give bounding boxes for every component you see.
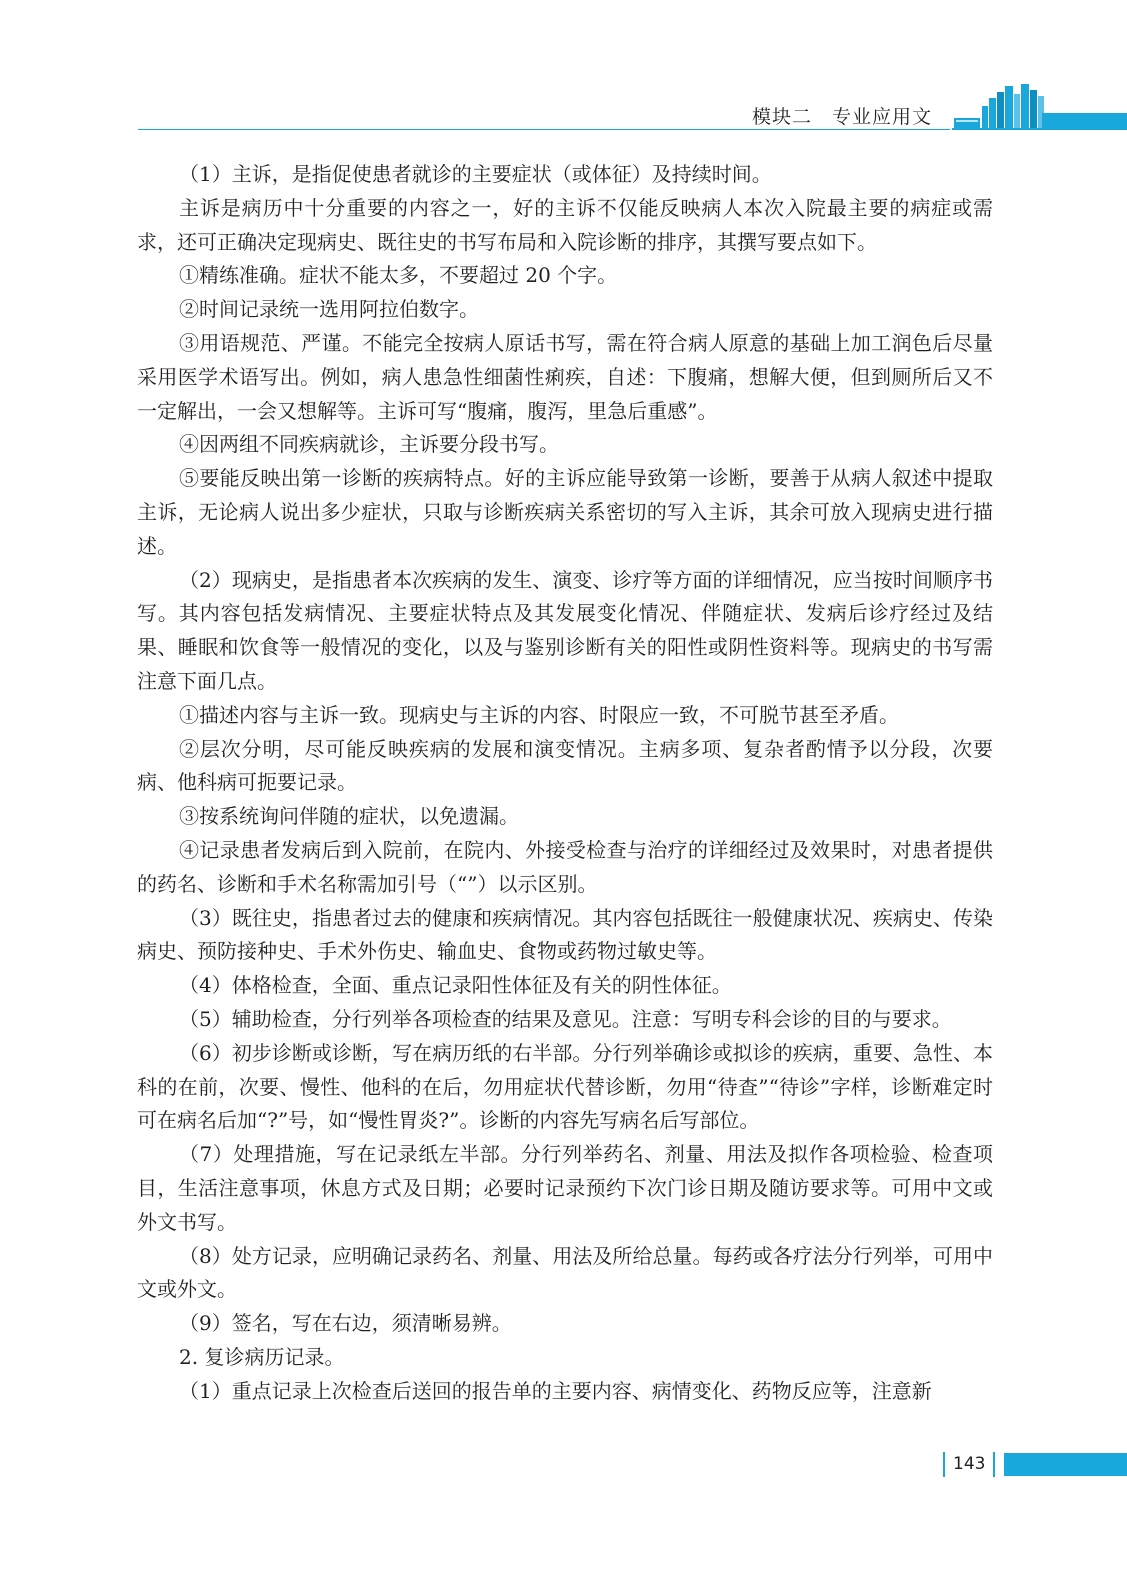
paragraph: （5）辅助检查，分行列举各项检查的结果及意见。注意：写明专科会诊的目的与要求。 <box>179 1006 952 1031</box>
page-header <box>0 0 1127 140</box>
paragraph: （9）签名，写在右边，须清晰易辨。 <box>179 1311 512 1336</box>
footer-accent-bar <box>1004 1453 1127 1476</box>
paragraph: （8）处方记录，应明确记录药名、剂量、用法及所给总量。每药或各疗法分行列举，可用中文或外文。 <box>137 1243 993 1302</box>
paragraph: ①精练准确。症状不能太多，不要超过 20 个字。 <box>179 263 618 288</box>
paragraph: ②时间记录统一选用阿拉伯数字。 <box>179 297 479 322</box>
header-rule <box>138 129 950 130</box>
paragraph: ③用语规范、严谨。不能完全按病人原话书写，需在符合病人原意的基础上加工润色后尽量采用医学术语写出。例如，病人患急性细菌性痢疾，自述：下腹痛，想解大便，但到厕所后又不一定解出，一会又想解等。主诉可写“腹痛，腹泻，里急后重感”。 <box>137 330 993 423</box>
footer-divider <box>993 1452 995 1477</box>
module-title: 模块二 专业应用文 <box>752 106 933 128</box>
paragraph: ④因两组不同疾病就诊，主诉要分段书写。 <box>179 432 559 457</box>
paragraph: 2. 复诊病历记录。 <box>179 1344 345 1369</box>
paragraph: ②层次分明，尽可能反映疾病的发展和演变情况。主病多项、复杂者酌情予以分段，次要病、他科病可扼要记录。 <box>137 736 993 795</box>
paragraph: （3）既往史，指患者过去的健康和疾病情况。其内容包括既往一般健康状况、疾病史、传染病史、预防接种史、手术外伤史、输血史、食物或药物过敏史等。 <box>137 905 993 964</box>
paragraph: ④记录患者发病后到入院前，在院内、外接受检查与治疗的详细经过及效果时，对患者提供的药名、诊断和手术名称需加引号（“”）以示区别。 <box>137 837 993 896</box>
page-number: 143 <box>953 1454 986 1474</box>
paragraph: （1）重点记录上次检查后送回的报告单的主要内容、病情变化、药物反应等，注意新 <box>179 1378 932 1403</box>
paragraph: （1）主诉，是指促使患者就诊的主要症状（或体征）及持续时间。 <box>179 162 772 186</box>
paragraph: （7）处理措施，写在记录纸左半部。分行列举药名、剂量、用法及拟作各项检验、检查项目，生活注意事项，休息方式及日期；必要时记录预约下次门诊日期及随访要求等。可用中文或外文书写。 <box>137 1142 993 1234</box>
footer-divider <box>943 1452 945 1477</box>
paragraph: （2）现病史，是指患者本次疾病的发生、演变、诊疗等方面的详细情况，应当按时间顺序书写。其内容包括发病情况、主要症状特点及其发展变化情况、伴随症状、发病后诊疗经过及结果、睡眠和饮食等一般情况的变化，以及与鉴别诊断有关的阳性或阴性资料等。现病史的书写需注意下面几点。 <box>137 567 993 693</box>
paragraph: 主诉是病历中十分重要的内容之一，好的主诉不仅能反映病人本次入院最主要的病症或需求，还可正确决定现病史、既往史的书写布局和入院诊断的排序，其撰写要点如下。 <box>137 195 993 254</box>
paragraph: ①描述内容与主诉一致。现病史与主诉的内容、时限应一致，不可脱节甚至矛盾。 <box>179 702 899 727</box>
paragraph: ⑤要能反映出第一诊断的疾病特点。好的主诉应能导致第一诊断，要善于从病人叙述中提取主诉，无论病人说出多少症状，只取与诊断疾病关系密切的写入主诉，其余可放入现病史进行描述。 <box>137 466 993 558</box>
paragraph: ③按系统询问伴随的症状，以免遗漏。 <box>179 804 519 829</box>
books-decoration-icon <box>952 84 1044 130</box>
body-text <box>137 158 993 1408</box>
paragraph: （6）初步诊断或诊断，写在病历纸的右半部。分行列举确诊或拟诊的疾病，重要、急性、本科的在前，次要、慢性、他科的在后，勿用症状代替诊断，勿用“待查”“待诊”字样，诊断难定时可在病名后加“?”号，如“慢性胃炎?”。诊断的内容先写病名后写部位。 <box>137 1040 993 1133</box>
paragraph: （4）体格检查，全面、重点记录阳性体征及有关的阴性体征。 <box>179 973 732 998</box>
header-accent-bar <box>1042 113 1127 130</box>
